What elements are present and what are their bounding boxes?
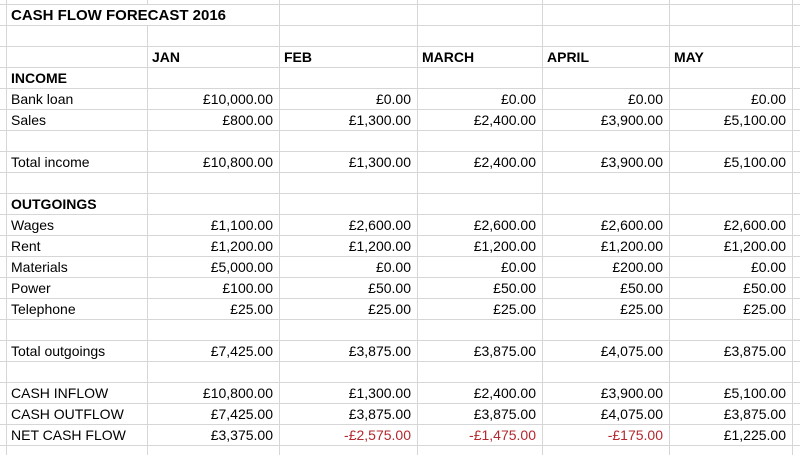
edge-sliver — [793, 425, 800, 445]
row-label[interactable]: CASH OUTFLOW — [7, 404, 148, 424]
edge-sliver — [793, 68, 800, 88]
cell[interactable] — [0, 173, 7, 193]
cell[interactable] — [7, 173, 148, 193]
row-label[interactable]: Materials — [7, 257, 148, 277]
column-header-may[interactable]: MAY — [670, 47, 793, 67]
value-cell[interactable]: £25.00 — [418, 299, 543, 319]
value-cell[interactable]: £5,100.00 — [670, 110, 793, 130]
section-label[interactable]: OUTGOINGS — [7, 194, 148, 214]
cell[interactable] — [670, 26, 793, 46]
sheet-row — [0, 110, 800, 131]
value-cell[interactable]: £3,900.00 — [543, 152, 670, 172]
sheet-row — [0, 26, 800, 47]
edge-sliver — [793, 47, 800, 67]
cell[interactable] — [418, 131, 543, 151]
sheet-row — [0, 47, 800, 68]
column-header-feb[interactable]: FEB — [280, 47, 418, 67]
cell[interactable] — [0, 341, 7, 361]
edge-sliver — [793, 320, 800, 340]
value-cell[interactable]: £1,300.00 — [280, 110, 418, 130]
value-cell[interactable]: £1,200.00 — [670, 236, 793, 256]
edge-sliver — [793, 278, 800, 298]
cell[interactable] — [0, 236, 7, 256]
sheet-row — [0, 68, 800, 89]
section-label[interactable]: INCOME — [7, 68, 148, 88]
sheet-row — [0, 152, 800, 173]
value-cell[interactable]: £3,875.00 — [670, 404, 793, 424]
value-cell[interactable]: £3,875.00 — [670, 341, 793, 361]
value-cell[interactable]: £4,075.00 — [543, 341, 670, 361]
cell[interactable] — [418, 5, 543, 25]
cell[interactable] — [670, 362, 793, 382]
value-cell[interactable]: £1,200.00 — [543, 236, 670, 256]
cell[interactable] — [418, 362, 543, 382]
row-label[interactable]: NET CASH FLOW — [7, 425, 148, 445]
value-cell[interactable]: -£2,575.00 — [280, 425, 418, 445]
value-cell[interactable]: £0.00 — [280, 257, 418, 277]
value-cell[interactable]: £5,100.00 — [670, 383, 793, 403]
row-label[interactable]: Wages — [7, 215, 148, 235]
cell[interactable] — [543, 68, 670, 88]
value-cell[interactable]: £25.00 — [543, 299, 670, 319]
cell[interactable] — [418, 26, 543, 46]
sheet-row — [0, 299, 800, 320]
value-cell[interactable]: £2,600.00 — [670, 215, 793, 235]
value-cell[interactable]: £25.00 — [148, 299, 280, 319]
value-cell[interactable]: £1,200.00 — [280, 236, 418, 256]
cell[interactable] — [0, 362, 7, 382]
cell[interactable] — [0, 5, 7, 25]
cell[interactable] — [0, 404, 7, 424]
cell[interactable] — [280, 194, 418, 214]
value-cell[interactable]: £1,200.00 — [418, 236, 543, 256]
cell[interactable] — [7, 320, 148, 340]
cell[interactable] — [543, 362, 670, 382]
sheet-row — [0, 131, 800, 152]
cell[interactable] — [148, 362, 280, 382]
cell[interactable] — [0, 131, 7, 151]
value-cell[interactable]: £2,400.00 — [418, 152, 543, 172]
edge-sliver — [793, 110, 800, 130]
edge-sliver — [793, 215, 800, 235]
value-cell[interactable]: -£1,475.00 — [418, 425, 543, 445]
edge-sliver — [793, 257, 800, 277]
value-cell[interactable]: £0.00 — [418, 257, 543, 277]
cell[interactable] — [0, 194, 7, 214]
cell[interactable] — [0, 0, 7, 4]
cell[interactable] — [280, 5, 418, 25]
edge-sliver — [793, 404, 800, 424]
cell[interactable] — [0, 383, 7, 403]
value-cell[interactable]: £0.00 — [418, 89, 543, 109]
cell[interactable] — [280, 131, 418, 151]
value-cell[interactable]: £50.00 — [543, 278, 670, 298]
sheet-row — [0, 215, 800, 236]
value-cell[interactable]: -£175.00 — [543, 425, 670, 445]
cell[interactable] — [0, 425, 7, 445]
sheet-row — [0, 257, 800, 278]
cell[interactable] — [148, 320, 280, 340]
value-cell[interactable]: £1,200.00 — [148, 236, 280, 256]
value-cell[interactable]: £50.00 — [280, 278, 418, 298]
cell[interactable] — [543, 131, 670, 151]
sheet-row — [0, 320, 800, 341]
edge-sliver — [793, 26, 800, 46]
cell[interactable] — [418, 194, 543, 214]
cell[interactable] — [148, 446, 280, 455]
value-cell[interactable]: £2,600.00 — [543, 215, 670, 235]
edge-sliver — [793, 173, 800, 193]
cell[interactable] — [7, 362, 148, 382]
sheet-row — [0, 362, 800, 383]
cell[interactable] — [670, 320, 793, 340]
cell[interactable] — [0, 215, 7, 235]
row-label[interactable]: Power — [7, 278, 148, 298]
value-cell[interactable]: £25.00 — [670, 299, 793, 319]
edge-sliver — [793, 152, 800, 172]
edge-sliver — [793, 131, 800, 151]
cell[interactable] — [0, 152, 7, 172]
row-label[interactable]: Rent — [7, 236, 148, 256]
cell[interactable] — [7, 47, 148, 67]
cell[interactable] — [670, 194, 793, 214]
sheet-row — [0, 425, 800, 446]
sheet-row — [0, 194, 800, 215]
value-cell[interactable]: £2,400.00 — [418, 383, 543, 403]
cell[interactable] — [280, 0, 418, 4]
edge-sliver — [793, 0, 800, 4]
value-cell[interactable]: £3,875.00 — [280, 404, 418, 424]
cell[interactable] — [280, 68, 418, 88]
sheet-row — [0, 383, 800, 404]
edge-sliver — [793, 383, 800, 403]
sheet-row — [0, 341, 800, 362]
cell[interactable] — [0, 320, 7, 340]
value-cell[interactable]: £50.00 — [418, 278, 543, 298]
value-cell[interactable]: £1,300.00 — [280, 152, 418, 172]
cell[interactable] — [0, 47, 7, 67]
value-cell[interactable]: £800.00 — [148, 110, 280, 130]
value-cell[interactable]: £50.00 — [670, 278, 793, 298]
cell[interactable] — [148, 0, 280, 4]
value-cell[interactable]: £2,600.00 — [418, 215, 543, 235]
cell[interactable] — [543, 0, 670, 4]
cell[interactable] — [670, 173, 793, 193]
cell[interactable] — [418, 446, 543, 455]
value-cell[interactable]: £1,300.00 — [280, 383, 418, 403]
edge-sliver — [793, 362, 800, 382]
cell[interactable] — [670, 68, 793, 88]
row-label[interactable]: Bank loan — [7, 89, 148, 109]
cell[interactable] — [670, 0, 793, 4]
sheet-row — [0, 5, 800, 26]
value-cell[interactable]: £10,800.00 — [148, 152, 280, 172]
cell[interactable] — [148, 26, 280, 46]
edge-sliver — [793, 89, 800, 109]
value-cell[interactable]: £3,875.00 — [418, 404, 543, 424]
column-header-march[interactable]: MARCH — [418, 47, 543, 67]
value-cell[interactable]: £0.00 — [670, 257, 793, 277]
column-header-jan[interactable]: JAN — [148, 47, 280, 67]
row-label[interactable]: CASH INFLOW — [7, 383, 148, 403]
value-cell[interactable]: £25.00 — [280, 299, 418, 319]
sheet-row — [0, 173, 800, 194]
column-header-april[interactable]: APRIL — [543, 47, 670, 67]
cell[interactable] — [0, 299, 7, 319]
value-cell[interactable]: £0.00 — [670, 89, 793, 109]
cell[interactable] — [543, 320, 670, 340]
edge-sliver — [793, 5, 800, 25]
edge-sliver — [793, 446, 800, 455]
cell[interactable] — [280, 446, 418, 455]
value-cell[interactable]: £7,425.00 — [148, 404, 280, 424]
edge-sliver — [793, 299, 800, 319]
value-cell[interactable]: £2,400.00 — [418, 110, 543, 130]
cell[interactable] — [280, 362, 418, 382]
value-cell[interactable]: £5,000.00 — [148, 257, 280, 277]
value-cell[interactable]: £1,100.00 — [148, 215, 280, 235]
row-label[interactable]: Sales — [7, 110, 148, 130]
value-cell[interactable]: £2,600.00 — [280, 215, 418, 235]
value-cell[interactable]: £3,875.00 — [280, 341, 418, 361]
edge-sliver — [793, 341, 800, 361]
cell[interactable] — [543, 194, 670, 214]
cell[interactable] — [148, 131, 280, 151]
cell[interactable] — [7, 0, 148, 4]
value-cell[interactable]: £3,900.00 — [543, 383, 670, 403]
edge-sliver — [793, 236, 800, 256]
value-cell[interactable]: £10,000.00 — [148, 89, 280, 109]
value-cell[interactable]: £1,225.00 — [670, 425, 793, 445]
cell[interactable] — [543, 26, 670, 46]
value-cell[interactable]: £3,375.00 — [148, 425, 280, 445]
cell[interactable] — [0, 26, 7, 46]
cell[interactable] — [0, 278, 7, 298]
sheet-row — [0, 236, 800, 257]
row-label[interactable]: Telephone — [7, 299, 148, 319]
cell[interactable] — [418, 68, 543, 88]
cell[interactable] — [0, 110, 7, 130]
cell[interactable] — [418, 0, 543, 4]
value-cell[interactable]: £100.00 — [148, 278, 280, 298]
cell[interactable] — [0, 68, 7, 88]
cell[interactable] — [670, 131, 793, 151]
cell[interactable] — [280, 173, 418, 193]
cell[interactable] — [418, 173, 543, 193]
cell[interactable] — [670, 5, 793, 25]
cell[interactable] — [148, 68, 280, 88]
row-label[interactable]: Total income — [7, 152, 148, 172]
cell[interactable] — [148, 173, 280, 193]
cell[interactable] — [0, 89, 7, 109]
cell[interactable] — [7, 131, 148, 151]
cell[interactable] — [543, 446, 670, 455]
value-cell[interactable]: £0.00 — [543, 89, 670, 109]
value-cell[interactable]: £5,100.00 — [670, 152, 793, 172]
value-cell[interactable]: £10,800.00 — [148, 383, 280, 403]
row-label[interactable]: Total outgoings — [7, 341, 148, 361]
cell[interactable] — [543, 5, 670, 25]
cell[interactable] — [543, 173, 670, 193]
sheet-title[interactable]: CASH FLOW FORECAST 2016 — [7, 5, 280, 25]
value-cell[interactable]: £3,900.00 — [543, 110, 670, 130]
value-cell[interactable]: £200.00 — [543, 257, 670, 277]
partial-row-bottom — [0, 446, 800, 455]
cell[interactable] — [0, 446, 7, 455]
cell[interactable] — [280, 26, 418, 46]
value-cell[interactable]: £4,075.00 — [543, 404, 670, 424]
cell[interactable] — [670, 446, 793, 455]
sheet-row — [0, 404, 800, 425]
value-cell[interactable]: £3,875.00 — [418, 341, 543, 361]
cell[interactable] — [148, 194, 280, 214]
sheet-row — [0, 89, 800, 110]
value-cell[interactable]: £0.00 — [280, 89, 418, 109]
cell[interactable] — [7, 446, 148, 455]
edge-sliver — [793, 194, 800, 214]
cell[interactable] — [0, 257, 7, 277]
cell[interactable] — [7, 26, 148, 46]
cell[interactable] — [418, 320, 543, 340]
sheet-row — [0, 278, 800, 299]
cell[interactable] — [280, 320, 418, 340]
value-cell[interactable]: £7,425.00 — [148, 341, 280, 361]
